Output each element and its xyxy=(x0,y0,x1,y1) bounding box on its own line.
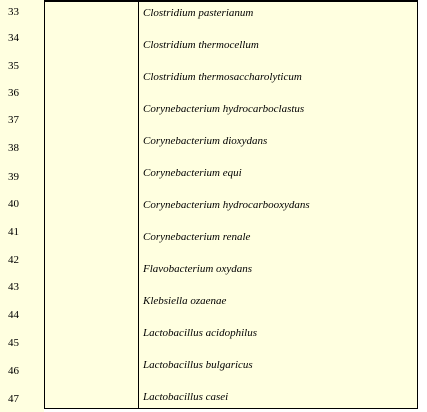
row-number: 47 xyxy=(8,393,19,405)
organism-name: Lactobacillus bulgaricus xyxy=(143,359,253,371)
row-number: 36 xyxy=(8,87,19,99)
row-number: 38 xyxy=(8,142,19,154)
organism-name: Clostridium thermosaccharolyticum xyxy=(143,71,302,83)
row-number: 44 xyxy=(8,309,19,321)
row-number: 34 xyxy=(8,32,19,44)
row-number: 42 xyxy=(8,254,19,266)
organism-name: Corynebacterium hydrocarboclastus xyxy=(143,103,305,115)
organism-name: Lactobacillus casei xyxy=(143,391,229,403)
organism-name: Corynebacterium hydrocarbooxydans xyxy=(143,199,310,211)
organism-name: Clostridium pasterianum xyxy=(143,7,254,19)
organism-name: Corynebacterium dioxydans xyxy=(143,135,268,147)
organism-name: Flavobacterium oxydans xyxy=(143,263,253,275)
organism-name: Corynebacterium renale xyxy=(143,231,251,243)
row-number: 40 xyxy=(8,198,19,210)
row-number: 37 xyxy=(8,114,19,126)
organism-name: Klebsiella ozaenae xyxy=(143,295,227,307)
row-number: 46 xyxy=(8,365,19,377)
row-number: 43 xyxy=(8,281,19,293)
organism-name: Clostridium thermocellum xyxy=(143,39,259,51)
row-number: 39 xyxy=(8,171,19,183)
row-number: 35 xyxy=(8,60,19,72)
row-number: 45 xyxy=(8,337,19,349)
row-number: 33 xyxy=(8,6,19,18)
organism-name: Corynebacterium equi xyxy=(143,167,242,179)
row-number: 41 xyxy=(8,226,19,238)
organism-name: Lactobacillus acidophilus xyxy=(143,327,257,339)
